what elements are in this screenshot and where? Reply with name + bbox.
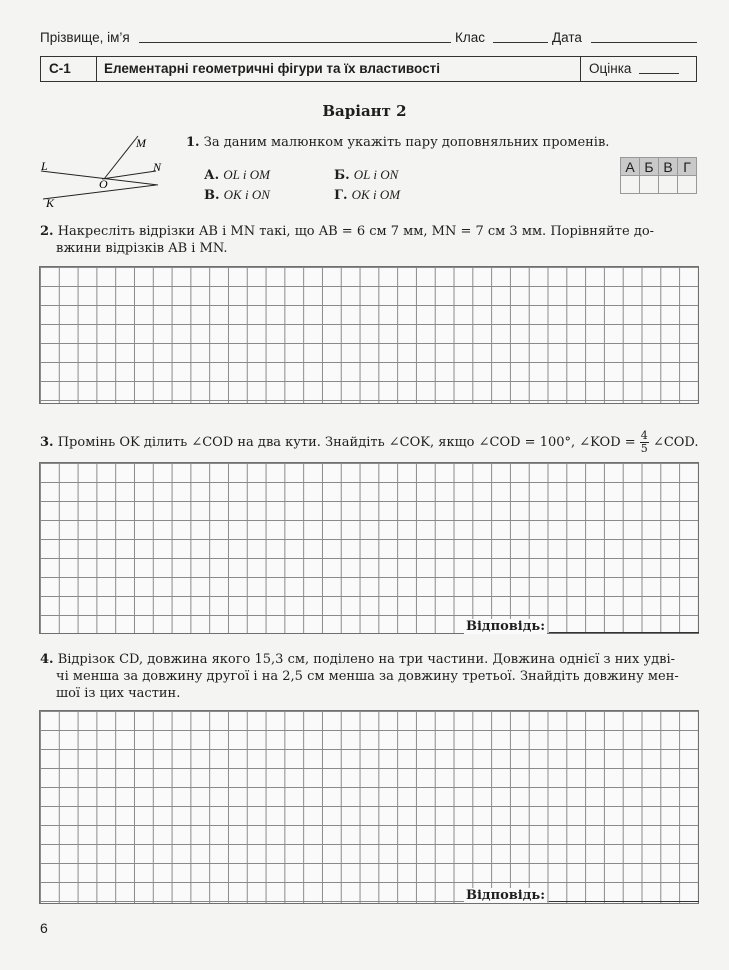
q3-number: 3. bbox=[40, 435, 54, 450]
answer-letter-a: А bbox=[621, 158, 640, 176]
label-n: N bbox=[153, 160, 162, 174]
q4-number: 4. bbox=[40, 652, 54, 667]
grade-label: Оцінка bbox=[589, 61, 632, 76]
option-letter: Б. bbox=[334, 168, 350, 183]
worksheet-code: С-1 bbox=[49, 61, 71, 76]
q3-answer-label: Відповідь: bbox=[466, 619, 546, 634]
label-k: K bbox=[46, 196, 55, 210]
worksheet-topic: Елементарні геометричні фігури та їх властивості bbox=[104, 61, 440, 76]
grade-field[interactable] bbox=[639, 73, 679, 74]
option-text: OL і OM bbox=[223, 167, 270, 182]
q2-text bbox=[40, 223, 700, 257]
q3-fraction bbox=[640, 430, 649, 455]
option-letter: Г. bbox=[334, 188, 348, 203]
answer-letter-b: Б bbox=[640, 158, 659, 176]
class-label: Клас bbox=[455, 30, 485, 45]
q2-number: 2. bbox=[40, 224, 54, 239]
answer-cell-g[interactable] bbox=[678, 176, 697, 194]
option-letter: В. bbox=[204, 188, 220, 203]
q4-line1: Відрізок CD, довжина якого 15,3 см, поділено на три частини. Довжина однієї з них удві- bbox=[57, 652, 676, 667]
q4-line3: шої із цих частин. bbox=[56, 686, 181, 701]
option-text: OL і ON bbox=[353, 167, 399, 182]
answer-cell-b[interactable] bbox=[640, 176, 659, 194]
q1-text bbox=[186, 134, 609, 151]
q3-grid[interactable] bbox=[39, 462, 699, 634]
ray-om bbox=[104, 136, 138, 179]
q4-grid[interactable] bbox=[39, 710, 699, 904]
q1-option-a[interactable] bbox=[204, 166, 270, 184]
rays-figure bbox=[38, 130, 178, 210]
ray-on bbox=[102, 171, 156, 179]
q3-text-a: Промінь OK ділить ∠COD на два кути. Знайдіть ∠COK, якщо ∠COD = 100°, ∠KOD = bbox=[57, 435, 636, 450]
q2-line2: вжини відрізків AB і MN. bbox=[56, 241, 228, 256]
name-label: Прізвище, ім’я bbox=[40, 30, 130, 45]
divider bbox=[96, 57, 97, 81]
q4-answer-label: Відповідь: bbox=[466, 888, 546, 903]
title-box bbox=[40, 56, 697, 82]
q4-text bbox=[40, 651, 705, 702]
q1-prompt: За даним малюнком укажіть пару доповняльних променів. bbox=[203, 135, 610, 150]
q2-grid[interactable] bbox=[39, 266, 699, 404]
variant-title: Варіант 2 bbox=[322, 102, 407, 120]
option-letter: А. bbox=[204, 168, 220, 183]
date-field[interactable] bbox=[591, 42, 697, 43]
answer-letter-v: В bbox=[659, 158, 678, 176]
name-field[interactable] bbox=[139, 42, 451, 43]
q1-option-g[interactable] bbox=[334, 186, 400, 204]
date-label: Дата bbox=[552, 30, 582, 45]
answer-letter-g: Г bbox=[678, 158, 697, 176]
q1-option-b[interactable] bbox=[334, 166, 398, 184]
option-text: OK і ON bbox=[223, 187, 270, 202]
label-l: L bbox=[41, 159, 48, 173]
answer-cell-v[interactable] bbox=[659, 176, 678, 194]
option-text: OK і OM bbox=[351, 187, 401, 202]
q3-answer-field[interactable] bbox=[549, 632, 699, 633]
q3-text bbox=[40, 430, 705, 455]
answer-table bbox=[620, 157, 697, 194]
answer-cell-a[interactable] bbox=[621, 176, 640, 194]
label-o: O bbox=[99, 177, 108, 191]
q4-answer-field[interactable] bbox=[549, 901, 699, 902]
q2-line1: Накресліть відрізки AB і MN такі, що AB = 6 см 7 мм, MN = 7 см 3 мм. Порівняйте до- bbox=[57, 224, 655, 239]
class-field[interactable] bbox=[493, 42, 548, 43]
divider bbox=[580, 57, 581, 81]
label-m: M bbox=[136, 136, 146, 150]
q4-line2: чі менша за довжину другої і на 2,5 см менша за довжину третьої. Знайдіть довжину мен- bbox=[56, 669, 679, 684]
fraction-numerator: 4 bbox=[640, 429, 648, 442]
student-info-row bbox=[40, 30, 698, 46]
page-number: 6 bbox=[40, 920, 48, 936]
q3-text-b: ∠COD. bbox=[652, 435, 699, 450]
fraction-denominator: 5 bbox=[640, 442, 648, 455]
q1-option-v[interactable] bbox=[204, 186, 270, 204]
q1-number: 1. bbox=[186, 135, 200, 150]
